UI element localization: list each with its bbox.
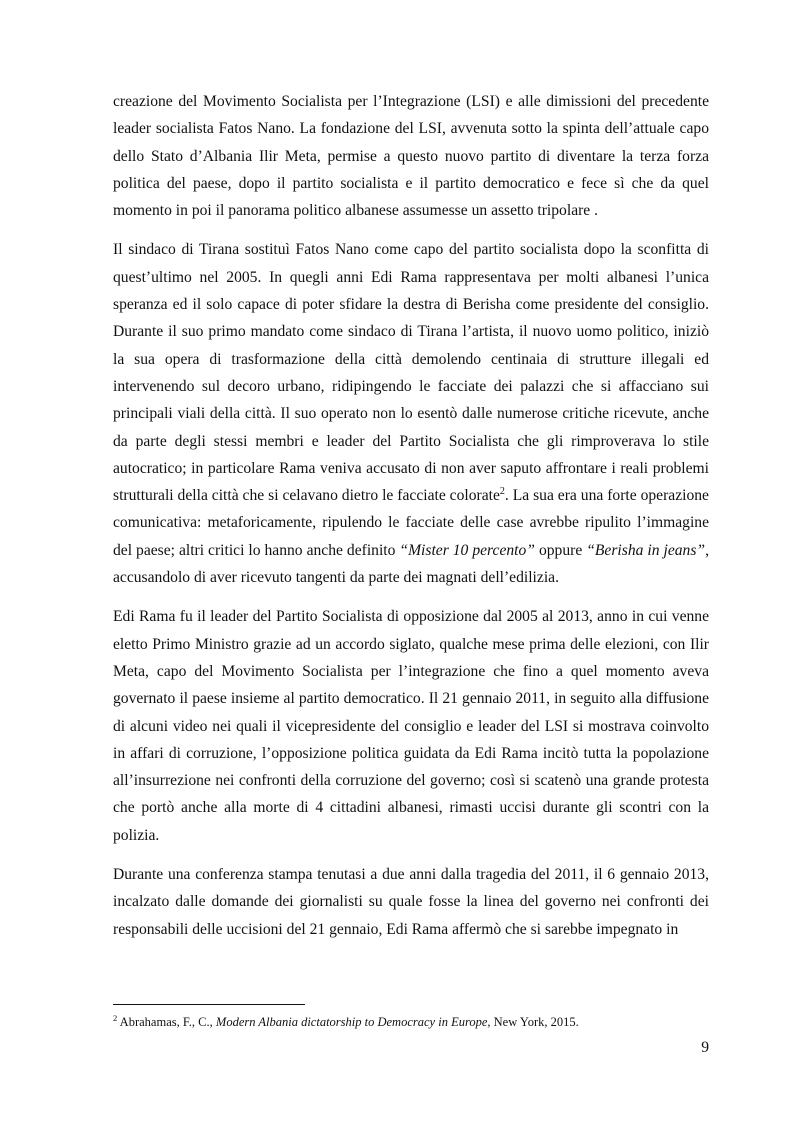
paragraph-1: creazione del Movimento Socialista per l’Integrazione (LSI) e alle dimissioni del precedente leader socialista Fatos Nano. La fondazione del LSI, avvenuta sotto la spinta dell’attuale capo dello Stato d’Albania Ilir Meta, permise a questo nuovo partito di diventare la terza forza politica del paese, dopo il partito socialista e il partito democratico e fece sì che da quel momento in poi il panorama politico albanese assumesse un assetto tripolare .: [113, 93, 709, 220]
page-number: 9: [701, 1039, 709, 1056]
footnote-text-after: , New York, 2015.: [487, 1015, 579, 1029]
footnote-title: Modern Albania dictatorship to Democracy in Europe: [215, 1015, 488, 1029]
quote-berisha-in-jeans: “Berisha in jeans”: [586, 541, 706, 559]
footnote-text-before: Abrahamas, F., C.,: [117, 1015, 216, 1029]
paragraph-4: Durante una conferenza stampa tenutasi a due anni dalla tragedia del 2011, il 6 gennaio 2013, incalzato dalle domande dei giornalisti su quale fosse la linea del governo nei confronti dei responsabili delle uccisioni del 21 gennaio, Edi Rama affermò che si sarebbe impegnato in: [113, 866, 709, 938]
paragraph-2-text-d: , accusandolo di aver ricevuto tangenti da parte dei magnati dell’edilizia.: [113, 541, 709, 587]
paragraph-2-text-a: Il sindaco di Tirana sostituì Fatos Nano come capo del partito socialista dopo la sconfitta di quest’ultimo nel 2005. In quegli anni Edi Rama rappresentava per molti albanesi l’unica speranza ed il solo capace di poter sfidare la destra di Berisha come presidente del consiglio. Durante il suo primo mandato come sindaco di Tirana l’artista, il nuovo uomo politico, iniziò la sua opera di trasformazione della città demolendo centinaia di strutture illegali ed intervenendo sul decoro urbano, ridipingendo le facciate dei palazzi che si affacciano sui principali viali della città. Il suo operato non lo esentò dalle numerose critiche ricevute, anche da parte degli stessi membri e leader del Partito Socialista che gli rimproverava lo stile autocratico; in particolare Rama veniva accusato di non aver saputo affrontare i reali problemi strutturali della città che si celavano dietro le facciate colorate: [113, 241, 709, 505]
paragraph-3: Edi Rama fu il leader del Partito Socialista di opposizione dal 2005 al 2013, anno in cui venne eletto Primo Ministro grazie ad un accordo siglato, qualche mese prima delle elezioni, con Ilir Meta, capo del Movimento Socialista per l’integrazione che fino a quel momento aveva governato il paese insieme al partito democratico. Il 21 gennaio 2011, in seguito alla diffusione di alcuni video nei quali il vicepresidente del consiglio e leader del LSI si mostrava coinvolto in affari di corruzione, l’opposizione politica guidata da Edi Rama incitò tutta la popolazione all’insurrezione nei confronti della corruzione del governo; così si scatenò una grande protesta che portò anche alla morte di 4 cittadini albanesi, rimasti uccisi durante gli scontri con la polizia.: [113, 608, 709, 844]
footnote: [113, 1014, 709, 1030]
paragraph-2-text-c: oppure: [534, 541, 587, 559]
paragraph-2: [113, 236, 709, 591]
footnote-reference[interactable]: 2: [499, 485, 505, 497]
quote-mister-10-percento: “Mister 10 percento”: [399, 541, 535, 559]
page-body: [113, 88, 709, 955]
footnote-number: 2: [113, 1012, 118, 1023]
paragraph-2-text-b: . La sua era una forte operazione comunicativa: metaforicamente, ripulendo le facciate delle case avrebbe ripulito l’immagine del paese; altri critici lo hanno anche definito: [113, 487, 709, 559]
footnote-separator: [113, 1004, 305, 1005]
